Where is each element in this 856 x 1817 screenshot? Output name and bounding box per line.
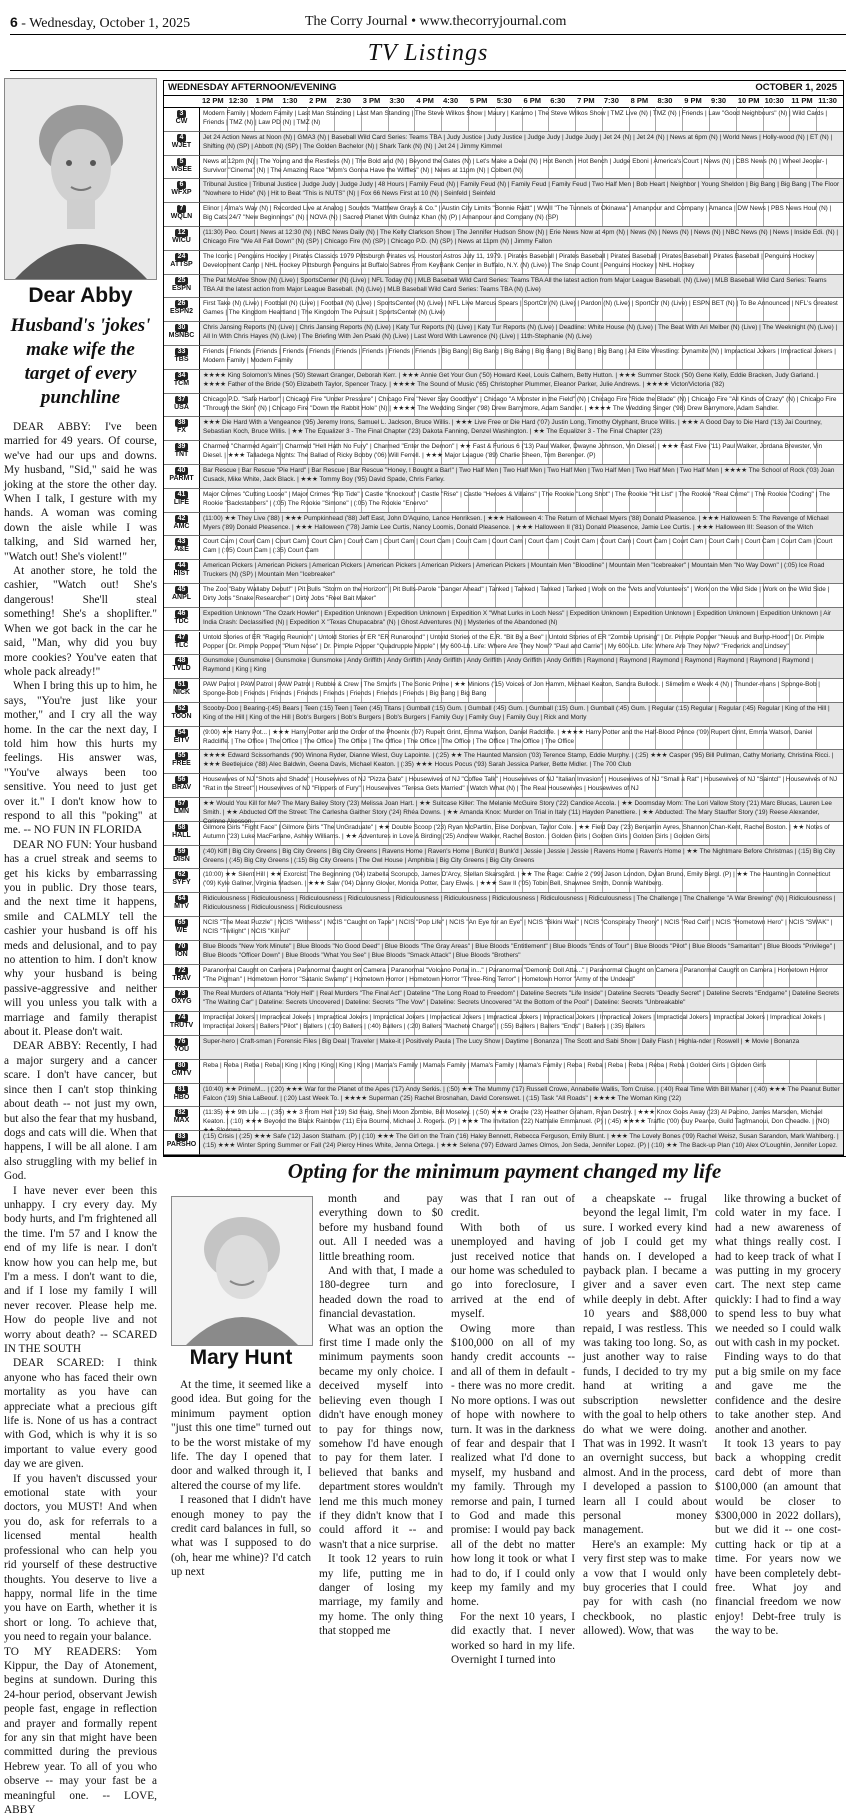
channel-label [164,513,200,537]
program-row: Expedition Unknown "The Ozark Howler" | Expedition Unknown | Expedition Unknown | Expedition X "What Lurks in Loch Ness" | Expedition Unknown | Expedition Unknown | Expedition Unknown | Expedition Unknown | Air India Crash: Declassified (N) | Expedition X "Texas Chupacabra" (N) | Ghost Adventures (N) | Mysteries of the Abandoned (N) [200,608,843,632]
time-slot: 1 PM [255,96,274,105]
channel-call-sign: HALL [172,831,191,839]
masthead [10,14,846,32]
channel-number: 43 [175,538,189,546]
program-row: Paranormal Caught on Camera | Paranormal Caught on Camera | Paranormal "Volcano Portal in..." | Paranormal "Demonic Doll Atta..." | Paranormal Caught on Camera | Paranormal Caught on Camera | Hometown Horror "The Pigman" | Hometown Horror "Satanic Swamp" | Hometown Horror | Hometown Horror "Three-Ring Terror" | Hometown Horror "Army of the Undead" [200,965,843,989]
program-row: (:15) Crisis | (:25) ★★★ Safe ('12) Jason Statham. (P) | (:10) ★★★ The Girl on the Train ('16) Haley Bennett, Rebecca Ferguson, Emily Blunt. | ★★★ The Lovely Bones ('09) Rachel Weisz, Susan Sarandon, Mark Wahlberg. | (:15) ★★★ Winter Spring Summer or Fall ('24) Piercy Hines White, Jenna Ortega. | ★★★ Selena ('97) Edward James Olmos, Jon Seda, Jennifer Lopez. (P) | (:10) ★★ The Back-up Plan ('10) Alex O'Loughlin, Jennifer Lopez. [200,1131,843,1155]
program-row: The Real Murders of Atlanta "Holy Hell" | Real Murders "The Final Act" | Dateline "The Long Road to Freedom" | Dateline Secrets "Life Inside" | Dateline Secrets "Deadly Secret" | Dateline Secrets "Endgame" | Dateline Secrets "The Waiting Car" | Dateline: Secrets Uncovered | Dateline: Secrets "The Vow" | Dateline: Secrets Uncovered "At the Bottom of the Pool" | Dateline: Secrets "Unbreakable" [200,988,843,1012]
channel-label [164,679,200,703]
channel-label [164,251,200,275]
article-column-5 [715,1192,841,1638]
channel-number: 48 [175,657,189,665]
time-slot: 9:30 [711,96,727,105]
article-paragraph: At the time, it seemed like a good idea. But going for the minimum payment option "just this one time" turned out to be the worst mistake of my life. The day I opened that door and walked through it, I altered the course of my life. [171,1379,311,1492]
channel-number: 45 [175,586,189,594]
channel-label [164,1036,200,1060]
channel-label [164,798,200,822]
time-slot: 4:30 [443,96,459,105]
channel-label [164,822,200,846]
abby-paragraph: DEAR SCARED: I think anyone who has faced their own mortality as you have can appreciate what a precious gift life is. None of us has a contract with God, which is why it is so important to value every good day we are given. [4,1357,157,1471]
program-row: News at 12pm (N) | The Young and the Restless (N) | The Bold and (N) | Beyond the Gates (N) | Let's Make a Deal (N) | Hot Bench | Hot Bench | Judge Eboni | America's Court | News (N) | CBS News (N) | Wheel Jeopar- | Survivor "Cinema" (N) | The Amazing Race "Mom's Gonna Have the Wiffles" (N) | News at 11pm (N) | Colbert (N) [200,156,843,180]
program-row: Charmed "Charmed Again" | Charmed "Hell Hath No Fury" | Charmed "Enter the Demon" | ★★ Fast & Furious 6 ('13) Paul Walker, Dwayne Johnson, Vin Diesel. | ★★★ Fast Five ('11) Paul Walker, Jordana Brewster, Vin Diesel. | ★★★ Talladega Nights: The Ballad of Ricky Bobby ('06) Will Ferrell. | ★★★ Major League ('89) Charlie Sheen, Tom Berenger. (P) [200,441,843,465]
channel-number: 74 [175,1014,189,1022]
channel-call-sign: OXYG [171,998,192,1006]
article-column-2 [319,1192,443,1638]
program-row: Untold Stories of ER "Raging Reunion" | Untold Stories of ER "ER Runaround" | Untold Stories of the E.R. "Bit By a Bee" | Untold Stories of ER "Zombie Uprising" | Dr. Pimple Popper "Neuus and Bump-Hood" | Dr. Pimple Popper | Dr. Pimple Popper "Plum Nose" | Dr. Pimple Popper "Quadrupple Nipple" | My 600-Lb. Life: Where Are They Now? "Paul and Carrie" | My 600-Lb. Life: Where Are They Now? "Frederick and Lindsey" [200,632,843,656]
channel-number: 24 [175,253,189,261]
abby-headline: Husband's 'jokes' make wife the target of every punchline [10,315,151,408]
article-paragraph: was that I ran out of credit. [451,1193,575,1220]
time-slot: 12:30 [228,96,248,105]
channel-label [164,179,200,203]
article-column-3 [451,1192,575,1666]
channel-number: 12 [175,229,189,237]
channel-call-sign: TRAV [172,974,191,982]
channel-number: 55 [175,752,189,760]
grid-header [164,81,843,96]
channel-call-sign: HBO [173,1093,190,1101]
article-paragraph: Here's an example: My very first step was to make a vow that I would only buy groceries that I could pay for with cash (no checkbook, no plastic allowed). Wow, that was [583,1538,707,1638]
program-row: Ridiculousness | Ridiculousness | Ridiculousness | Ridiculousness | Ridiculousness | Ridiculousness | Ridiculousness | Ridiculousness | Ridiculousness | The Challenge | The Challenge "A War Brewing" (N) | Ridiculousness | Ridiculousness | Ridiculousness | Ridiculousness [200,893,843,917]
program-row: Friends | Friends | Friends | Friends | Friends | Friends | Friends | Friends | Friends | Big Bang | Big Bang | Big Bang | Big Bang | Big Bang | Big Bang | All Elite Wrestling: Dynamite (N) | Impractical Jokers | Impractical Jokers | Modern Family | Modern Family [200,346,843,370]
channel-call-sign: ESPN2 [170,308,193,316]
channel-call-sign: EITV [173,736,190,744]
program-row: (10:40) ★★ PrimeM... | (:20) ★★★ War for the Planet of the Apes ('17) Andy Serkis. | (:50) ★★ The Mummy ('17) Russell Crowe, Annabelle Wallis, Tom Cruise. | (:40) Real Time With Bill Maher | (:40) ★★★ The Peanut Butter Falcon ('19) Shia LaBeouf. | (:20) Last Week To. | ★★★★ Superman ('25) Rachel Brosnahan, David Corenswet. | (:15) Task "All Roads" | ★★★★ The Woman King ('22) [200,1084,843,1108]
channel-label [164,536,200,560]
channel-label [164,584,200,608]
channel-call-sign: TLC [174,641,189,649]
channel-call-sign: PARMT [169,474,194,482]
time-slot: 8:30 [657,96,673,105]
channel-number: 7 [177,205,187,213]
program-row: Blue Bloods "New York Minute" | Blue Bloods "No Good Deed" | Blue Bloods "The Gray Areas" | Blue Bloods "Entitlement" | Blue Bloods "Ends of Tour" | Blue Bloods "Pilot" | Blue Bloods "Samaritan" | Blue Bloods "Privilege" | Blue Bloods "Officer Down" | Blue Bloods "What You See" | Blue Bloods "Smack Attack" | Blue Bloods "Brothers" [200,941,843,965]
channel-call-sign: FREE [172,760,191,768]
channel-call-sign: TRUTV [169,1022,194,1030]
article-paragraph: And with that, I made a 180-degree turn and headed down the road to financial devastation. [319,1265,443,1321]
article-paragraph: Owing more than $100,000 on all of my handy credit accounts -- and all of them in default -- there was no more credit. No more options. I was out of hope with nowhere to turn. It was in the darkness of fear and despair that I realized what I'd done to myself, my husband and my family. Through my remorse and pain, I turned to God and made this promise: I would pay back all of the debt no matter how long it took or what I had to do, if I could only keep my family and my home. [451,1322,575,1609]
program-row: Bar Rescue | Bar Rescue "Pie Hard" | Bar Rescue | Bar Rescue "Honey, I Bought a Bar!" | Two Half Men | Two Half Men | Two Half Men | Two Half Men | Two Half Men | Two Half Men | ★★★★ The School of Rock ('03) Joan Cusack, Mike White, Jack Black. | ★★★ Tommy Boy ('95) David Spade, Chris Farley. [200,465,843,489]
program-row: (11:30) Peo. Court | News at 12:30 (N) | NBC News Daily (N) | The Kelly Clarkson Show | The Jennifer Hudson Show (N) | Erie News Now at 4pm (N) | News (N) | News (N) | News (N) | NBC News (N) | News | Inside Edi. (N) | Chicago Fire "We All Fall Down" (N) (SP) | Chicago Fire (N) (SP) | Chicago P.D. (N) (SP) | News at 11pm (N) | Jimmy Fallon [200,227,843,251]
program-row: American Pickers | American Pickers | American Pickers | American Pickers | American Pickers | American Pickers | Mountain Men "Bloodline" | Mountain Men "Icebreaker" | Mountain Men "No Way Down" | (:05) Ice Road Truckers (N) (SP) | Mountain Men "Icebreaker" [200,560,843,584]
channel-label [164,1107,200,1131]
program-row: The Pat McAfee Show (N) (Live) | SportsCenter (N) (Live) | NFL Today (N) | MLB Baseball Wild Card Series: Teams TBA All the latest action from Major League Baseball. (N) (Live) | MLB Baseball Wild Card Series: Teams TBA All the latest action from Major League Baseball. (N) (Live) | MLB Baseball Wild Card Series: Teams TBA (N) (Live) [200,275,843,299]
program-row: ★★★★ Edward Scissorhands ('90) Winona Ryder, Dianne Wiest, Guy Lapointe. | (:25) ★★ The Haunted Mansion ('03) Terence Stamp, Eddie Murphy. | (:25) ★★★ Casper ('95) Bill Pullman, Cathy Moriarty, Christina Ricci. | ★★★ Beetlejuice ('88) Alec Baldwin, Geena Davis, Michael Keaton. | (:35) ★★★ Hocus Pocus ('93) Sarah Jessica Parker, Bette Midler. | The 700 Club [200,750,843,774]
channel-number: 72 [175,967,189,975]
channel-label [164,560,200,584]
channel-call-sign: LIFE [173,498,190,506]
channel-call-sign: ESPN [171,284,192,292]
channel-label [164,1012,200,1036]
abby-body [4,420,157,1817]
time-slot: 7:30 [603,96,619,105]
time-slot: 3:30 [389,96,405,105]
time-slot: 9 PM [684,96,702,105]
program-row: Reba | Reba | Reba | Reba | King | King | King | King | King | Mama's Family | Mama's Family | Mama's Family | Mama's Family | Reba | Reba | Reba | Reba | Reba | Reba | Golden Girls | Golden Girls [200,1060,843,1084]
channel-number: 38 [175,419,189,427]
time-slot: 11:30 [818,96,837,105]
channel-number: 83 [175,1133,189,1141]
channel-label [164,489,200,513]
time-slot: 10 PM [737,96,760,105]
channel-label [164,917,200,941]
channel-label [164,846,200,870]
channel-number: 42 [175,515,189,523]
channel-label [164,1060,200,1084]
channel-number: 39 [175,443,189,451]
channel-call-sign: BRAV [171,784,192,792]
money-article [163,1156,846,1666]
columnist-portrait [5,79,156,279]
program-row: Chicago P.D. "Safe Harbor" | Chicago Fire "Under Pressure" | Chicago Fire "Never Say Goodbye" | Chicago "A Monster in the Field" (N) | Chicago Fire "Ride the Blade" (N) | Chicago Fire "All Kinds of Crazy" (N) | Chicago Fire "Through the Skin" (N) | Chicago Fire "Down the Rabbit Hole" (N) | ★★★★ The Wedding Singer ('98) Drew Barrymore, Adam Sandler. | ★★★★ The Wedding Singer ('98) Drew Barrymore, Adam Sandler. [200,394,843,418]
program-row: (11:35) ★★ 9th Life ... | (:35) ★★ 3 From Hell ('19) Sid Haig, Sheri Moon Zombie, Bill Moseley. | (:50) ★★★ Oracle ('23) Heather Graham, Ryan Destry. | ★★★ Knox Goes Away ('23) Al Pacino, James Marsden, Michael Keaton. | (:10) ★★★ Beyond the Black Rainbow ('11) Eva Bourne, Michael J. Rogers. (P) | ★★★ The Invitation ('22) Nathalie Emmanuel. (P) | (:45) ★★★★ Traffic ('00) Guy Pearce, Guild Tagfmanoui, Don Cheadle. | (NO) [200,1107,843,1131]
channel-label [164,370,200,394]
abby-paragraph: DEAR ABBY: Recently, I had a major surgery and a cancer scare. I don't have cancer, but since then I can't stop thinking about death -- not just my own, but also the fear that my husband, dogs and cats will die. When that happens, I will be all alone. I am also struggling with my belief in God. [4,1040,157,1183]
channel-label [164,132,200,156]
program-row: Elinor | Alma's Way (N) | Recorded Live at Analog | Sounds "Matthew Grays & Co." | Austin City Limits "Bonnie Raitt" | WWII "The Tunnels of Okinawa" | Amanpour and Company | Amanca | DW News | PBS News Hour (N) | Big Cats 24/7 "New Beginnings" (N) | NOVA (N) | Sacred Planet With Gulnaz Khan (N) (P) | Amanpour and Company (N) (SP) [200,203,843,227]
time-slot: 10:30 [764,96,784,105]
article-paragraph: It took 13 years to pay back a whopping credit card debt of more than $100,000 (an amount that would be closer to $300,000 in 2022 dollars), but we did it -- one cost-cutting hack or tip at a time. For years now we have been completely debt-free. What joy and financial freedom we now enjoy! Debt-free truly is the way to be. [715,1437,841,1638]
channel-call-sign: WFXP [171,189,192,197]
channel-number: 25 [175,277,189,285]
channel-call-sign: NICK [172,689,191,697]
time-slot: 6:30 [550,96,566,105]
channel-call-sign: MSNBC [168,332,195,340]
time-slots-row [164,95,843,108]
channel-call-sign: WE [175,927,188,935]
program-row: Scooby-Doo | Bearing-(:45) Bears | Teen (:15) Teen | Teen (:45) Titans | Gumball (:15) Gum. | Gumball (:45) Gum. | Gumball (:15) Gum. | Gumball (:45) Gum. | Regular (:15) Regular | Regular (:45) Regular | King of the Hill | King of the Hill | King of the Hill | Bob's Burgers | Bob's Burgers | Bob's Burgers | Family Guy | Family Guy | Family Guy | Rick and Morty [200,703,843,727]
channel-number: 51 [175,681,189,689]
time-slot: 6 PM [523,96,542,105]
page-number: 6 - Wednesday, October 1, 2025 [10,14,191,31]
abby-paragraph: At another store, he told the cashier, "Watch out! She's dangerous! She'll steal something! She's a shoplifter." When we got back in the car he said, "Man, why did you buy more cookies? You've eaten that whole pack already!" [4,565,157,678]
grid-date-label: OCTOBER 1, 2025 [755,82,837,93]
channel-number: 58 [175,824,189,832]
article-paragraph: For the next 10 years, I did exactly that. I never worked so hard in my life. Overnight I turned into [451,1610,575,1666]
channel-label [164,774,200,798]
channel-call-sign: YOU [173,1046,190,1054]
program-row: NCIS "The Meat Puzzle" | NCIS "Witness" | NCIS "Caught on Tape" | NCIS "Pop Life" | NCIS "An Eye for an Eye" | NCIS "Bikini Wax" | NCIS "Conspiracy Theory" | NCIS "Red Cell" | NCIS "Hometown Hero" | NCIS "SWAK" | NCIS "Twilight" | NCIS "Kill Ari" [200,917,843,941]
channel-call-sign: ION [175,950,188,958]
channel-call-sign: SYFY [172,879,191,887]
channel-label [164,632,200,656]
program-row: First Take (N) (Live) | Football (N) (Live) | Football (N) (Live) | SportsCenter (N) (Live) | NFL Live Marcus Spears | SportCtr (N) (Live) | Pardon (N) (Live) | SportCtr (N) (Live) | ESPN BET (N) | To Be Announced | NFL's Greatest Games | The Kingdom Heartland | The Kingdom The Pursuit | SportsCenter (N) (Live) [200,298,843,322]
channel-label [164,417,200,441]
channel-label [164,227,200,251]
article-paragraph: I reasoned that I didn't have enough money to pay the credit card balances in full, so what was I supposed to do (oh, hear me whine)? I'd catch up next [171,1494,311,1579]
channel-label [164,346,200,370]
channel-label [164,941,200,965]
channel-call-sign: ANPL [171,593,192,601]
channel-number: 26 [175,300,189,308]
channel-call-sign: FX [177,427,186,435]
channel-number: 44 [175,562,189,570]
grid-day-label: WEDNESDAY AFTERNOON/EVENING [168,82,337,93]
channel-number: 4 [177,134,187,142]
column-name: Dear Abby [28,284,133,307]
channel-number: 52 [175,705,189,713]
author-name: Mary Hunt [189,1346,293,1369]
channel-number: 57 [175,800,189,808]
channel-call-sign: WSEE [171,165,192,173]
channel-number: 30 [175,324,189,332]
channel-call-sign: TVLD [172,665,191,673]
program-row: ★★★ Die Hard With a Vengeance ('95) Jeremy Irons, Samuel L. Jackson, Bruce Willis. | ★★★ Live Free or Die Hard ('07) Justin Long, Timothy Olyphant, Bruce Willis. | ★★★ A Good Day to Die Hard ('13) Jai Courtney, Sebastian Koch, Bruce Willis. | ★★ The Equalizer 3 - The Final Chapter ('23) Dakota Fanning, Denzel Washington. | ★★ The Equalizer 3 - The Final Chapter ('23) [200,417,843,441]
channel-label [164,727,200,751]
time-slot: 5 PM [469,96,488,105]
channel-call-sign: MTV [174,903,189,911]
channel-call-sign: A&E [174,546,189,554]
channel-number: 65 [175,919,189,927]
program-row: Super-hero | Craft-sman | Forensic Files | Big Deal | Traveler | Make-it | Positively Paula | The Lucy Show | Daytime | Bonanza | The Scott and Sabi Show | Daily Flash | Highla-nder | Roswell | ★ Movie | Bonanza [200,1036,843,1060]
program-row: (10:00) ★★ Silent Hill | ★★ Exorcist: The Beginning ('04) Izabella Scorupco, James D'Arcy, Stellan Skarsgård. | ★★ The Rage: Carrie 2 ('99) Jason London, Dylan Bruno, Emily Bergl. (P) | ★★ The Haunting in Connecticut ('09) Kyle Gallner, Virginia Madsen. | ★★★ Saw ('04) Danny Glover, Monica Potter, Cary Elwes. | ★★★ Saw II ('05) Tobin Bell, Shawnee Smith, Donnie Wahlberg. [200,869,843,893]
channel-number: 33 [175,348,189,356]
article-paragraph: It took 12 years to ruin my life, putting me in danger of losing my marriage, my family and my home. The only thing that stopped me [319,1553,443,1638]
channel-call-sign: WQLN [170,213,193,221]
channel-label [164,1084,200,1108]
channel-call-sign: TOON [171,712,192,720]
channel-number: 64 [175,895,189,903]
channel-number: 73 [175,990,189,998]
article-headline: Opting for the minimum payment changed my life [287,1159,722,1183]
channel-call-sign: MAX [173,1117,190,1125]
channel-label [164,156,200,180]
channel-label [164,108,200,132]
program-row: (11:00) ★★ They Live ('88) | ★★★ Pumpkinhead ('88) Jeff East, John D'Aquino, Lance Henriksen. | ★★★ Halloween 4: The Return of Michael Myers ('88) Donald Pleasence. | ★★★ Halloween 5: The Revenge of Michael Myers ('89) Donald Pleasence. | ★★★ Halloween ("78) Jamie Lee Curtis, Nancy Loomis, Donald Pleasence. | ★★★ Halloween II ('81) Donald Pleasence, Jamie Lee Curtis. | ★★★ Halloween III: Season of the Witch [200,513,843,537]
channel-number: 5 [177,158,187,166]
article-paragraph: month and pay everything down to $0 before my husband found out. All I needed was a little breathing room. [319,1193,443,1263]
time-slot: 2:30 [335,96,351,105]
program-row: Jet 24 Action News at Noon (N) | GMA3 (N) | Baseball Wild Card Series: Teams TBA | Judy Justice | Judy Justice | Judge Judy | Judge Judy | Jet 24 (N) | Jet 24 (N) | News at 6pm (N) | World News | Holly-wood (N) | ET (N) | Shifting (N) (SP) | Abbott (N) (SP) | The Golden Bachelor (N) | Shark Tank (N) (N) | Jet 24 | Jimmy Kimmel [200,132,843,156]
program-row: Tribunal Justice | Tribunal Justice | Judge Judy | Judge Judy | 48 Hours | Family Feud (N) | Family Feud (N) | Family Feud | Family Feud | Two Half Men | Bob Heart | Neighbor | Young Sheldon | Big Bang | Big Bang | The Floor "Nowhere to Hide" (N) | Hit to Beat "This is NUTS" (N) | Fox 66 News First at 10 (N) | Seinfeld | Seinfeld [200,179,843,203]
article-paragraph: Finding ways to do that put a big smile on my face and gave me the confidence and the desire to take another step. And another and another. [715,1351,841,1436]
article-paragraph: like throwing a bucket of cold water in my face. I had a new awareness of what things really cost. I had to keep track of what I was putting in my grocery cart. The next step came quickly: I had to find a way to spend less to buy what we needed so I could walk out with cash in my pocket. [715,1193,841,1350]
channel-call-sign: USA [174,403,189,411]
channel-number: 70 [175,943,189,951]
columnist-photo [4,78,157,280]
channel-label [164,965,200,989]
channel-label [164,655,200,679]
channel-number: 6 [177,181,187,189]
channel-call-sign: ATTSP [170,260,193,268]
channel-number: 76 [175,1038,189,1046]
publication-line: The Corry Journal • www.thecorryjournal.com [305,14,567,29]
time-slot: 11 PM [791,96,813,105]
time-slot: 2 PM [309,96,327,105]
program-row: Modern Family | Modern Family | Last Man Standing | Last Man Standing | The Steve Wilkos Show | Maury | Karamo | The Steve Wilkos Show | TMZ Live (N) | TMZ (N) | Friends | Law "Good Neighbours" (N) | Wild Cards | Friends | TMZ (N) | Law PD (N) | TMZ (N) [200,108,843,132]
abby-paragraph: I have never ever been this unhappy. I cry every day. My body hurts, and I'm frightened all the time. I'm 57 and I know the end of my life is near. I don't know how you can help me, but I'm a mess. I don't want to die, and if I lose my family I will never recover. Please help me. How do people live and not worry about death? -- SCARED IN THE SOUTH [4,1184,157,1355]
program-row: The Iconic | Penguins Hockey | Pirates Classics 1979 Pittsburgh Pirates vs. Houston Astros July 11, 1979. | Pirates Baseball | Pirates Baseball | Pirates Baseball | Pirates Baseball | Pirates Baseball | Penguins Hockey Development Camp | NHL Hockey Pittsburgh Penguins at Buffalo Sabres From KeyBank Center in Buffalo, N.Y. (N) (Live) | The Snap Count | Penguins Hockey | NHL Hockey [200,251,843,275]
channel-label [164,869,200,893]
channel-call-sign: TDC [174,617,189,625]
channel-label [164,465,200,489]
article-rule [163,1156,846,1157]
channel-number: 47 [175,634,189,642]
time-slot: 7 PM [577,96,595,105]
channel-call-sign: TBS [174,355,189,363]
section-rule [10,70,846,71]
channel-label [164,441,200,465]
time-slot: 8 PM [630,96,649,105]
abby-paragraph: If you haven't discussed your emotional state with your doctors, you MUST! And when you do, ask for referrals to a licensed mental health professional who can help you rid yourself of these destructive thoughts. You deserve to live a happy, normal life in the time you have on Earth, whether it is short or long. To achieve that, you need to regain your balance. [4,1472,157,1644]
abby-paragraph: DEAR NO FUN: Your husband has a cruel streak and seems to get his kicks by embarrassing you in public. Dry those tears, and the next time it happens, smile and CALMLY tell the cashier your husband is off his meds and delusional, and to pay no attention to him. I don't know why your husband is being passive-aggressive and neither will you unless you talk with a marriage and family therapist about it. Please don't wait. [4,838,157,1039]
article-paragraph: With both of us unemployed and having just received notice that our home was scheduled to go into foreclosure, I arrived at the end of myself. [451,1221,575,1321]
channel-label [164,1131,200,1155]
channel-call-sign: LMN [173,808,190,816]
time-slot: 12 PM [202,96,224,105]
channel-number: 56 [175,776,189,784]
channel-label [164,275,200,299]
channel-label [164,703,200,727]
program-row: ★★★★ King Solomon's Mines ('50) Stewart Granger, Deborah Kerr. | ★★★ Annie Get Your Gun ('50) Howard Keel, Louis Calhern, Betty Hutton. | ★★★ Summer Stock ('50) Gene Kelly, Eddie Bracken, Judy Garland. | ★★★★ Father of the Bride ('50) Elizabeth Taylor, Spencer Tracy. | ★★★★ The Sound of Music ('65) Christopher Plummer, Eleanor Parker, Julie Andrews. | ★★★★ Victor/Victoria ('82) [200,370,843,394]
channel-number: 46 [175,610,189,618]
channel-call-sign: WICU [172,236,191,244]
article-paragraph: a cheapskate -- frugal beyond the legal limit, I'm sure. I worked every kind of job I could get my hands on. I developed a payback plan. I became a giver and a saver even while deeply in debt. After 10 years and $88,000 repaid, I was restless. This was taking too long. So, as just another way to raise funds, I decided to try my hand at writing a subscription newsletter with the goal to help others do what we were doing. That was in 1992. It wasn't an overnight success, but almost. And in the process, I developed a passion to learn all I could about personal money management. [583,1193,707,1537]
program-row: Court Cam | Court Cam | Court Cam | Court Cam | Court Cam | Court Cam | Court Cam | Court Cam | Court Cam | Court Cam | Court Cam | Court Cam | Court Cam | Court Cam | Court Cam | Court Cam | Court Cam | Court Cam | (:05) Court Cam | (:35) Court Cam [200,536,843,560]
channel-label [164,750,200,774]
abby-paragraph: TO MY READERS: Yom Kippur, the Day of Atonement, begins at sundown. During this 24-hour period, observant Jewish people fast, engage in reflection and prayer and formally repent for any sin that might have been committed during the previous Hebrew year. To all of you who observe -- may your fast be a meaningful one. -- LOVE, ABBY [4,1645,157,1816]
channel-call-sign: CMTV [171,1069,192,1077]
program-row: The Zoo "Baby Wallaby Debut!" | Pit Bulls "Storm on the Horizon" | Pit Bulls-Parole "Danger Ahead" | Tanked | Tanked | Tanked | Tanked | Work on the "Vets and Volunteers" | Work on the Wild Side | Work on the Wild Side | Dirty Jobs "Snake Researcher" | Dirty Jobs "Reel Bait Maker" [200,584,843,608]
program-row: Chris Jansing Reports (N) (Live) | Chris Jansing Reports (N) (Live) | Katy Tur Reports (N) (Live) | Katy Tur Reports (N) (Live) | Deadline: White House (N) (Live) | The Beat With Ari Melber (N) (Live) | The Weeknight (N) (Live) | All In With Chris Hayes (N) (Live) | The Briefing With Jen Psaki (N) (Live) | Last Word With Lawrence (N) (Live) | 11th-Stephanie (N) (Live) [200,322,843,346]
channel-label [164,988,200,1012]
channel-label [164,608,200,632]
program-row: Gilmore Girls "Fight Face" | Gilmore Girls "The UnGraduate" | ★★ Double Scoop ('23) Ryan McPartlin, Elise Donovan, Taylor Cole. | ★★ Field Day ('23) Benjamin Ayres, Shannon Chan-Kent, Rachel Boston. | ★★ Notes of Autumn ('23) Luke MacFarlane, Ashley Williams. | ★★ Adventures in Love & Birding ('25) Andrew Walker, Rachel Boston. | Golden Girls | Golden Girls | Golden Girls | Golden Girls [200,822,843,846]
top-rule [10,34,846,35]
time-slot: 5:30 [496,96,512,105]
time-slot: 3 PM [362,96,381,105]
article-column-1 [171,1378,311,1579]
channel-call-sign: AMC [173,522,190,530]
channel-label [164,893,200,917]
channel-number: 3 [177,110,187,118]
program-row: Gunsmoke | Gunsmoke | Gunsmoke | Gunsmoke | Andy Griffith | Andy Griffith | Andy Griffith | Andy Griffith | Andy Griffith | Andy Griffith | Raymond | Raymond | Raymond | Raymond | Raymond | Raymond | Raymond | Raymond | King | King [200,655,843,679]
abby-paragraph: When I bring this up to him, he says, "You're just like your mother," and I cry all the way home. In the car the next day, I told him how this hurts my feelings. His answer was, "You've always been too sensitive. You need to just get over it." I don't know how to respond to all this "poking" at me. -- NO FUN IN FLORIDA [4,680,157,837]
program-row: Housewives of NJ "Shots and Shade" | Housewives of NJ "Pizza Gate" | Housewives of NJ "Coffee Talk" | Housewives of NJ "Italian Invasion" | Housewives of NJ "Small a Rat" | Housewives of NJ "Saintcl" | Housewives of NJ "Rat in the Street" | Housewives of NJ "Flippers of Fury" | Housewives "Teresa Gets Married" | Watch What (N) | The Real Housewives | Housewives of NJ [200,774,843,798]
channel-number: 41 [175,491,189,499]
article-column-4 [583,1192,707,1638]
dear-abby-column [4,78,157,1816]
channel-number: 40 [175,467,189,475]
channel-call-sign: DISN [173,855,190,863]
abby-paragraph: DEAR ABBY: I've been married for 49 years. Of course, we've had our ups and downs. My husband, "Sid," said he was joking at the store the other day. When I talk, I gesture with my hands. A woman was coming down the aisle while I was talking, and Sid warned her, "Watch out! She's violent!" [4,421,157,563]
channel-number: 34 [175,372,189,380]
time-slot: 1:30 [282,96,298,105]
channel-call-sign: TCM [173,379,190,387]
program-row: PAW Patrol | PAW Patrol | PAW Patrol | Rubble & Crew | The Smurfs | The Sonic Prime | ★★ Minions ('15) Voices of Jon Hamm, Michael Keaton, Sandra Bullock. | Slimetim e Week 4 (N) | Thunder-mans | Sponge-Bob | Sponge-Bob | Friends | Friends | Friends | Friends | Friends | Friends | Friends | Big Bang | Big Bang [200,679,843,703]
channel-number: 54 [175,729,189,737]
program-row: Impractical Jokers | Impractical Jokers | Impractical Jokers | Impractical Jokers | Impractical Jokers | Impractical Jokers | Impractical Jokers | Impractical Jokers | Impractical Jokers | Impractical Jokers | Impractical Jokers | Impractical Jokers | Ballers "Pilot" | Ballers | (:10) Ballers | (:40) Ballers | (:20) Ballers "Machete Charge" | (:55) Ballers | Ballers "Ends" | Ballers | (:35) Ballers [200,1012,843,1036]
author-photo [171,1196,313,1346]
program-row: (:40) Kiff | Big City Greens | Big City Greens | Big City Greens | Ravens Home | Raven's Home | Bunk'd | Bunk'd | Jessie | Jessie | Jessie | Ravens Home | Raven's Home | ★★ The Nightmare Before Christmas | (:15) Big City Greens | (:45) Big City Greens | (:15) Big City Greens | The Owl House | Amphibia | Big City Greens | Big City Greens [200,846,843,870]
author-portrait [172,1197,312,1345]
channel-call-sign: WJET [171,141,192,149]
channel-call-sign: PARSHO [166,1141,197,1149]
channel-call-sign: CW [175,118,188,125]
channel-number: 37 [175,396,189,404]
channel-number: 81 [175,1086,189,1094]
channel-number: 82 [175,1109,189,1117]
channel-label [164,322,200,346]
channel-number: 80 [175,1062,189,1070]
program-row: ★★ Would You Kill for Me? The Mary Bailey Story ('23) Melissa Joan Hart. | ★★ Suitcase Killer: The Melanie McGuire Story ('22) Candice Accola. | ★★ Doomsday Mom: The Lori Vallow Story ('21) Marc Blucas, Lauren Lee Smith. | ★★ Abducted Off the Street: The Carlesha Gaither Story ('24) Rhéa Downs. | ★★ Amanda Knox: Murder on Trial in Italy ('11) Hayden Panettiere. | ★★ Abducted: The Mary Stauffer Story ('19) Reese Alexander, Corinne Akesson. [200,798,843,822]
channel-label [164,394,200,418]
program-row: (9:00) ★★ Harry Pot... | ★★★ Harry Potter and the Order of the Phoenix ('07) Rupert Grint, Emma Watson, Daniel Radcliffe. | ★★★★ Harry Potter and the Half-Blood Prince ('09) Rupert Grint, Emma Watson, Daniel Radcliffe. | The Office | The Office | The Office | The Office | The Office | The Office | The Office | The Office | The Office | The Office [200,727,843,751]
channel-label [164,203,200,227]
channel-label [164,298,200,322]
channel-number: 59 [175,848,189,856]
time-slot: 4 PM [416,96,434,105]
program-row: Major Crimes "Cutting Loose" | Major Crimes "Rip Tide" | Castle "Knockout" | Castle "Rise" | Castle "Heroes & Villains" | The Rookie "Long Shot" | The Rookie "Hit List" | The Rookie "Real Crime" | The Rookie "Coding" | The Rookie "Backstabbers" | (:05) The Rookie "Simone" | (:05) The Rookie "Enervo" [200,489,843,513]
channel-call-sign: HIST [173,570,190,578]
section-title: TV Listings [367,40,489,66]
tv-listings-grid [163,80,844,1156]
channel-number: 62 [175,871,189,879]
article-paragraph: What was an option the first time I made only the minimum payments soon became my only choice. I deceived myself into believing even though I didn't have enough money to pay for things now, somehow I'd have enough to pay for them later. I believed that banks and department stores wouldn't lend me this much money if they didn't know that I could afford it -- and wasn't that a nice surprise. [319,1322,443,1551]
channel-call-sign: TNT [174,451,189,459]
